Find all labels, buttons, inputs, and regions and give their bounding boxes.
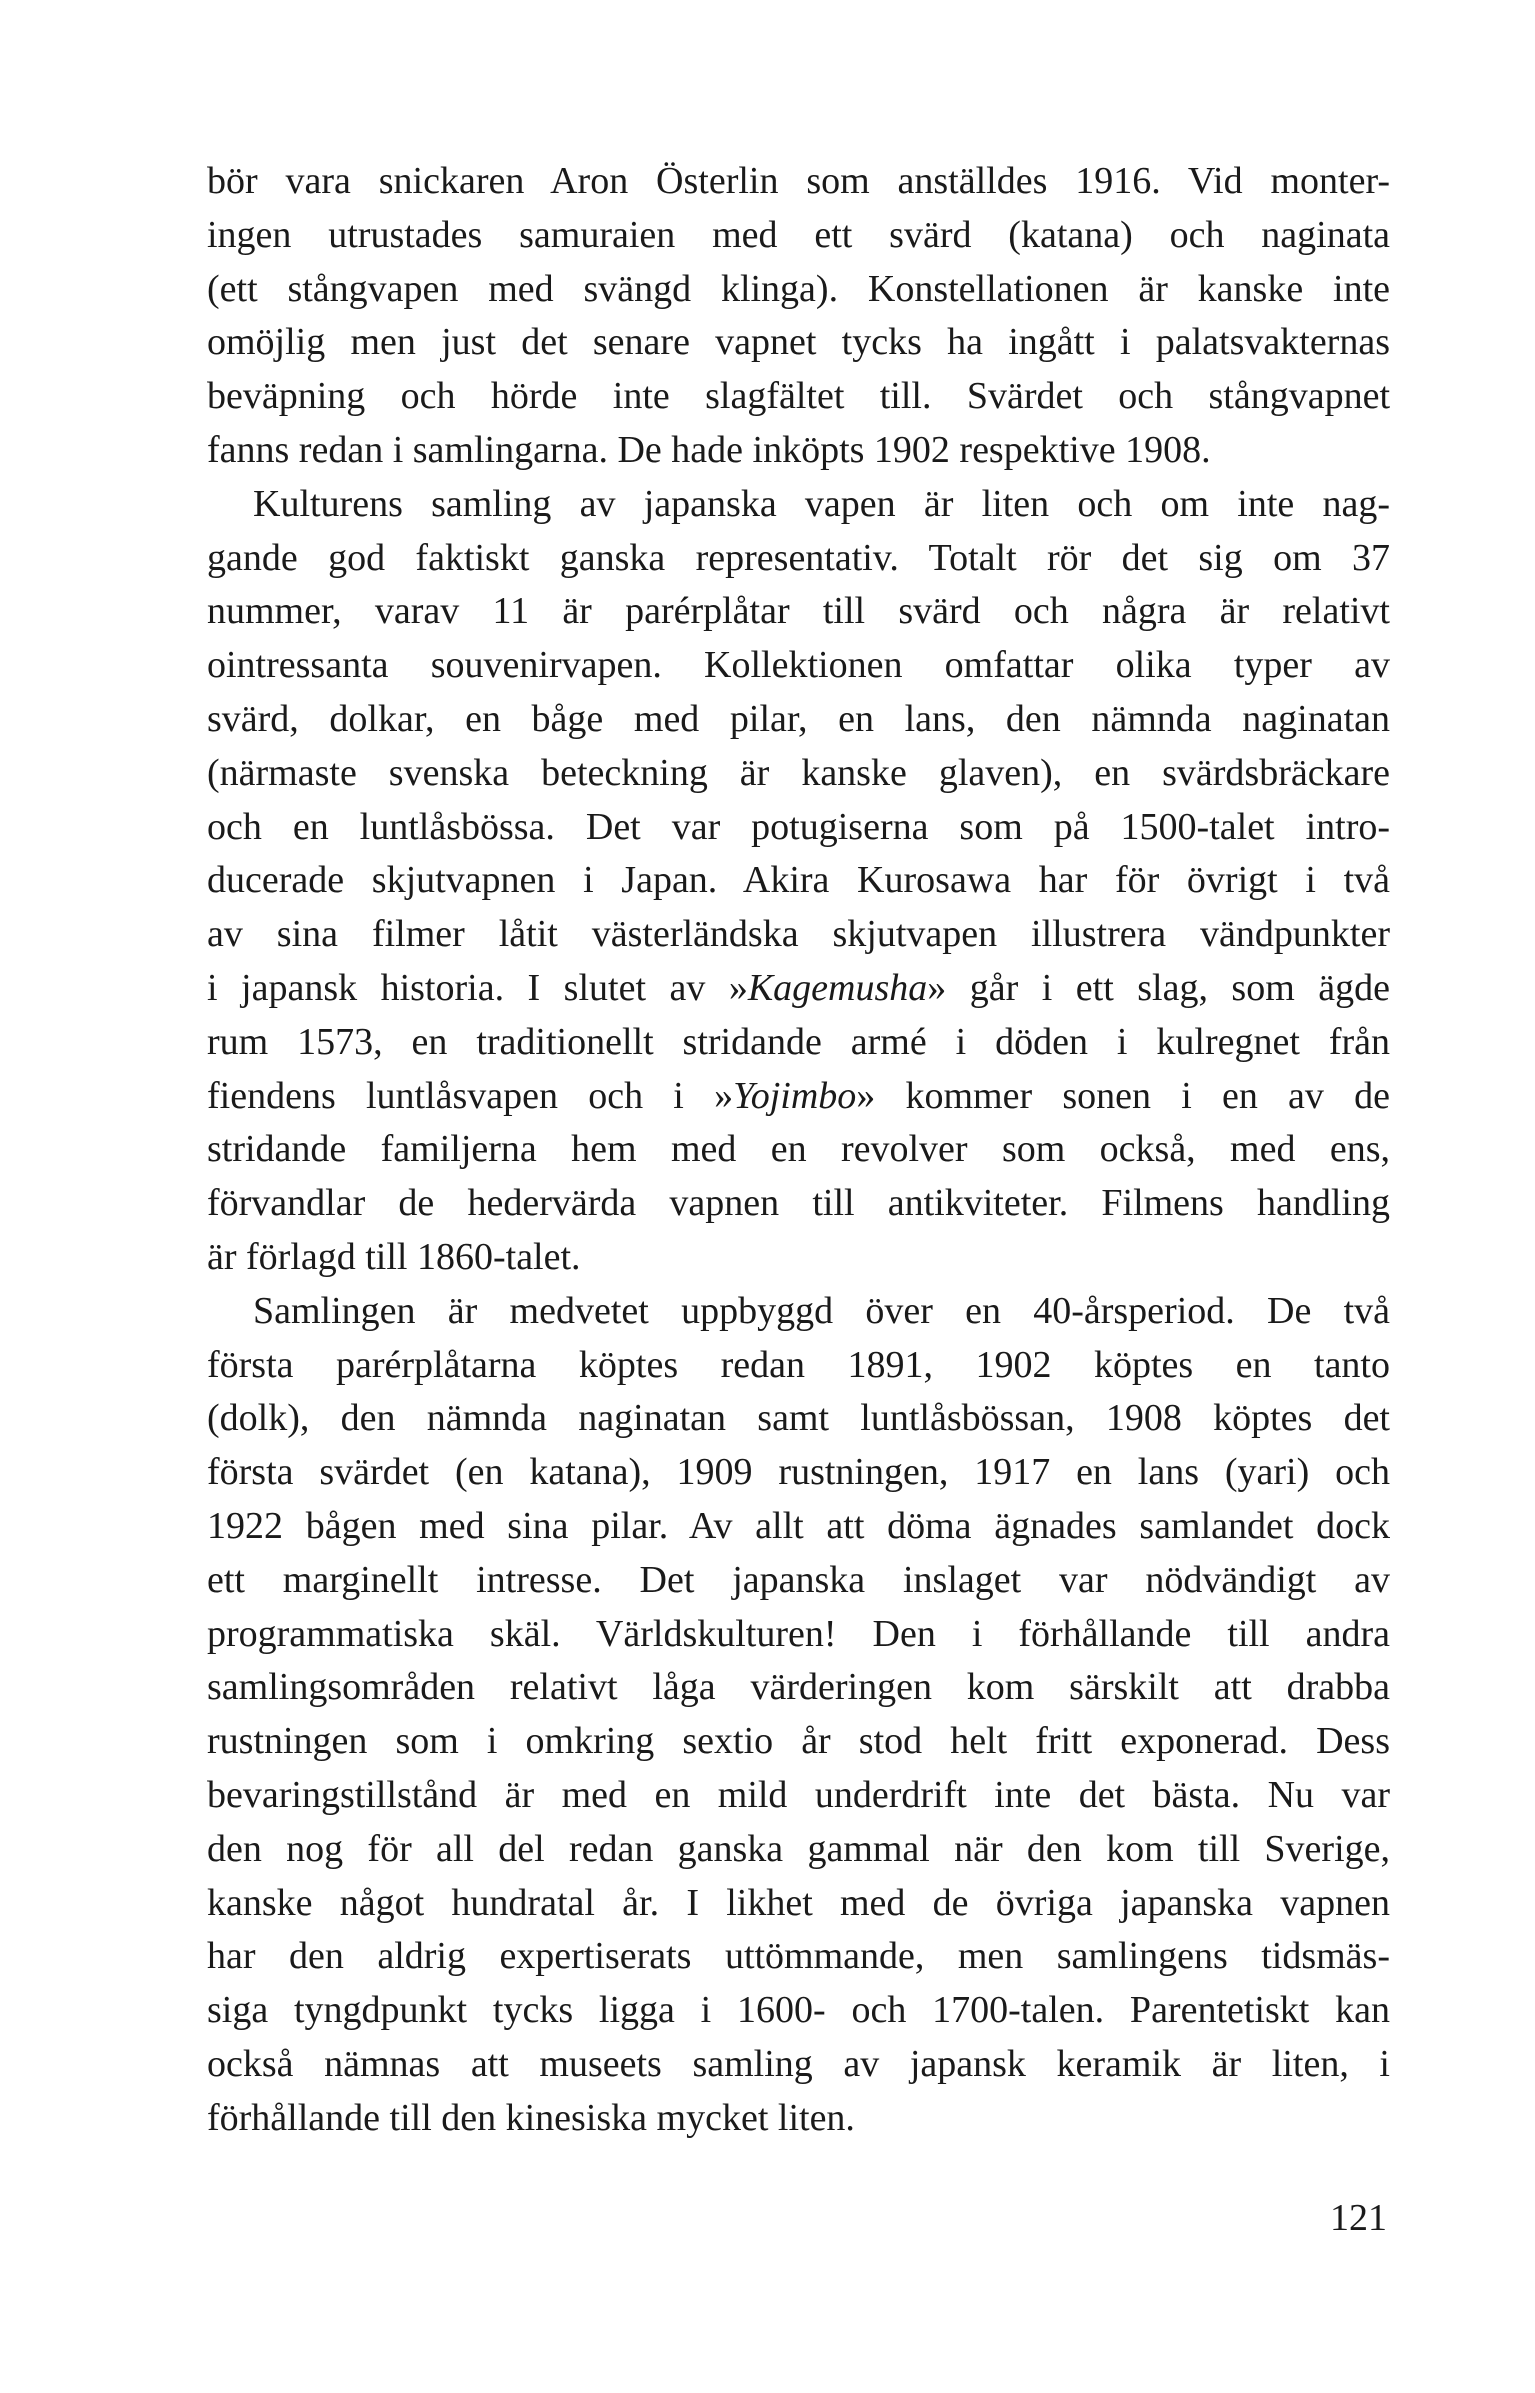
text-line: ointressanta souvenirvapen. Kollektionen omfattar olika typer av — [207, 644, 1390, 687]
text-line: gande god faktiskt ganska representativ. Totalt rör det sig om 37 — [207, 536, 1390, 579]
text-line: bör vara snickaren Aron Österlin som anställdes 1916. Vid monter- — [207, 160, 1390, 202]
page-number: 121 — [1330, 2197, 1387, 2239]
text-line: förvandlar de hedervärda vapnen till antikviteter. Filmens handling — [207, 1182, 1390, 1225]
text-line: (dolk), den nämnda naginatan samt luntlåsbössan, 1908 köptes det — [207, 1397, 1390, 1440]
text-line: och en luntlåsbössa. Det var potugiserna som på 1500-talet intro- — [207, 805, 1390, 848]
text-line: rum 1573, en traditionellt stridande armé i döden i kulregnet från — [207, 1020, 1390, 1063]
text-line: beväpning och hörde inte slagfältet till. Svärdet och stångvapnet — [207, 375, 1390, 418]
text-line: 1922 bågen med sina pilar. Av allt att döma ägnades samlandet dock — [207, 1504, 1390, 1547]
text-line: fanns redan i samlingarna. De hade inköpts 1902 respektive 1908. — [207, 428, 1211, 471]
text-line: siga tyngdpunkt tycks ligga i 1600- och 1700-talen. Parentetiskt kan — [207, 1989, 1390, 2032]
text-line: programmatiska skäl. Världskulturen! Den i förhållande till andra — [207, 1612, 1390, 1655]
text-line: fiendens luntlåsvapen och i »Yojimbo» kommer sonen i en av de — [207, 1074, 1391, 1117]
text-line: nummer, varav 11 är parérplåtar till svärd och några är relativt — [207, 590, 1390, 633]
text-line: ducerade skjutvapnen i Japan. Akira Kurosawa har för övrigt i två — [207, 859, 1390, 902]
text-line: (närmaste svenska beteckning är kanske glaven), en svärdsbräckare — [207, 751, 1390, 794]
text-line: kanske något hundratal år. I likhet med de övriga japanska vapnen — [207, 1881, 1390, 1924]
text-line: (ett stångvapen med svängd klinga). Konstellationen är kanske inte — [207, 267, 1390, 310]
text-line: av sina filmer låtit västerländska skjutvapen illustrera vändpunkter — [207, 913, 1390, 956]
text-line: svärd, dolkar, en båge med pilar, en lans, den nämnda naginatan — [207, 697, 1390, 740]
text-line: Kulturens samling av japanska vapen är liten och om inte nag- — [253, 482, 1390, 525]
text-line: stridande familjerna hem med en revolver som också, med ens, — [207, 1128, 1390, 1171]
text-line: bevaringstillstånd är med en mild underdrift inte det bästa. Nu var — [207, 1773, 1390, 1816]
text-line: Samlingen är medvetet uppbyggd över en 40-årsperiod. De två — [253, 1289, 1390, 1332]
text-line: den nog för all del redan ganska gammal när den kom till Sverige, — [207, 1827, 1390, 1870]
text-line: i japansk historia. I slutet av »Kagemusha» går i ett slag, som ägde — [207, 966, 1390, 1009]
body-text — [207, 155, 1390, 2145]
text-line: ett marginellt intresse. Det japanska inslaget var nödvändigt av — [207, 1558, 1390, 1601]
text-line: samlingsområden relativt låga värderingen kom särskilt att drabba — [207, 1666, 1390, 1709]
text-line: är förlagd till 1860-talet. — [207, 1235, 581, 1278]
text-line: har den aldrig expertiserats uttömmande, men samlingens tidsmäs- — [207, 1935, 1390, 1978]
text-line: första svärdet (en katana), 1909 rustningen, 1917 en lans (yari) och — [207, 1451, 1390, 1494]
text-line: förhållande till den kinesiska mycket liten. — [207, 2096, 855, 2139]
text-line: rustningen som i omkring sextio år stod helt fritt exponerad. Dess — [207, 1720, 1390, 1763]
text-line: omöjlig men just det senare vapnet tycks ha ingått i palatsvakternas — [207, 321, 1390, 364]
text-line: första parérplåtarna köptes redan 1891, 1902 köptes en tanto — [207, 1343, 1390, 1386]
text-line: också nämnas att museets samling av japansk keramik är liten, i — [207, 2042, 1390, 2085]
text-line: ingen utrustades samuraien med ett svärd (katana) och naginata — [207, 213, 1390, 256]
